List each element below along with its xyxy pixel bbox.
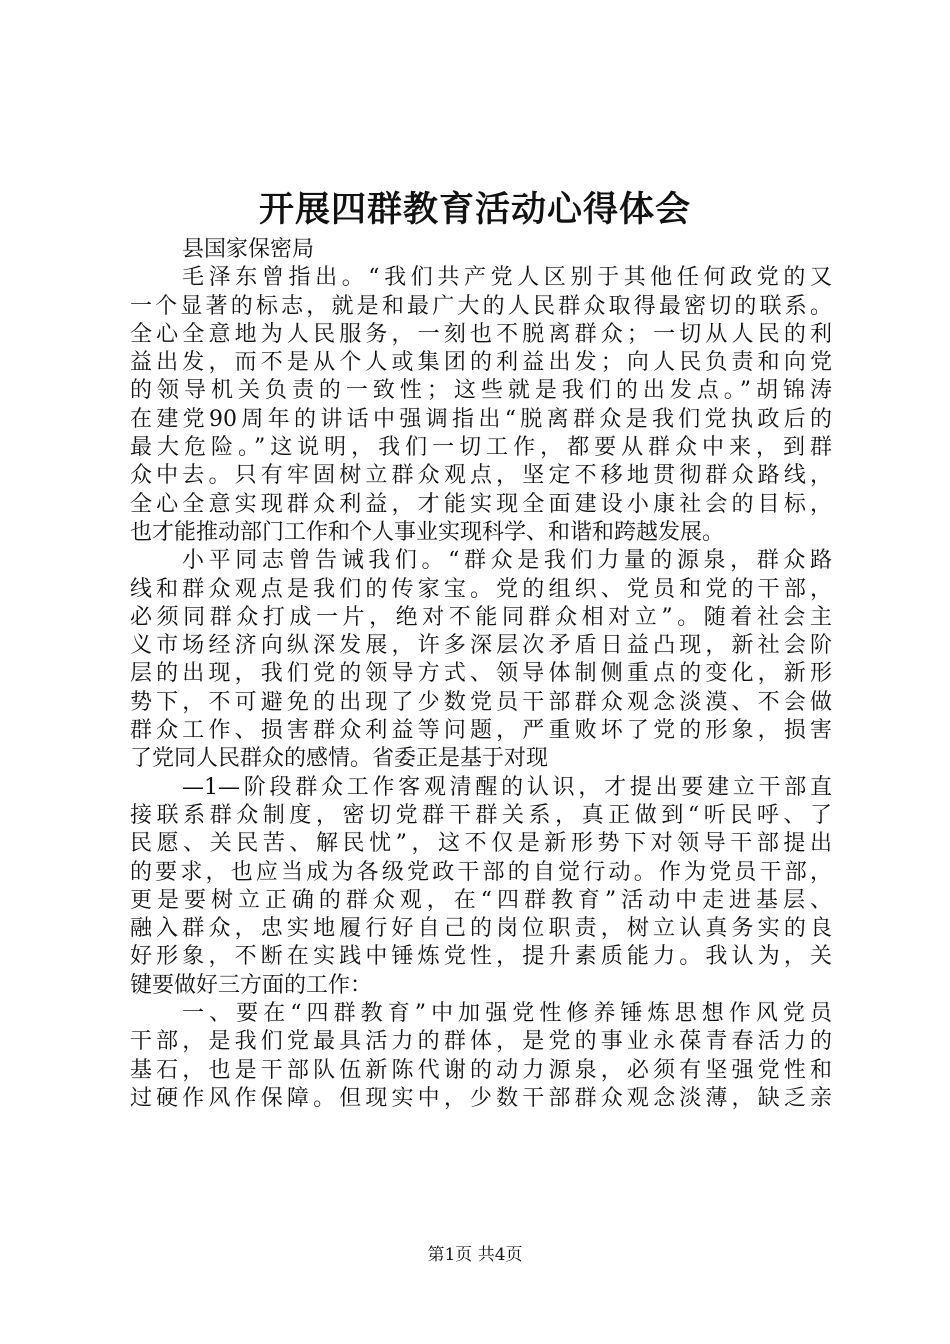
text-line: 毛泽东曾指出。“我们共产党人区别于其他任何政党的又 <box>182 265 832 291</box>
text-line: 过硬作风作保障。但现实中，少数干部群众观念淡薄，缺乏亲 <box>130 1085 832 1111</box>
page-title: 开展四群教育活动心得体会 <box>258 189 691 230</box>
text-line: 层的出现，我们党的领导方式、领导体制侧重点的变化，新形 <box>130 661 832 687</box>
text-line: 键要做好三方面的工作： <box>130 972 373 998</box>
text-line: 全心全意实现群众利益，才能实现全面建设小康社会的目标， <box>130 491 832 517</box>
text-line: 众中去。只有牢固树立群众观点，坚定不移地贯彻群众路线， <box>130 463 832 489</box>
text-line: 益出发，而不是从个人或集团的利益出发；向人民负责和向党 <box>130 350 832 376</box>
text-line: 义市场经济向纵深发展，许多深层次矛盾日益凸现，新社会阶 <box>130 633 832 659</box>
text-line: 小平同志曾告诫我们。“群众是我们力量的源泉，群众路 <box>182 548 832 574</box>
text-line: 更是要树立正确的群众观，在“四群教育”活动中走进基层、 <box>130 887 832 913</box>
text-line: 最大危险。”这说明，我们一切工作，都要从群众中来，到群 <box>130 435 832 461</box>
text-line: 全心全意地为人民服务，一刻也不脱离群众；一切从人民的利 <box>130 321 832 347</box>
text-line: 势下，不可避免的出现了少数党员干部群众观念淡漠、不会做 <box>130 689 832 715</box>
text-line: —1—阶段群众工作客观清醒的认识，才提出要建立干部直 <box>182 774 832 800</box>
document-body <box>130 236 832 1113</box>
text-line: 县国家保密局 <box>182 237 315 262</box>
text-line: 了党同人民群众的感情。省委正是基于对现 <box>130 746 549 772</box>
text-line: 接联系群众制度，密切党群干群关系，真正做到“听民呼、了 <box>130 802 832 828</box>
text-line: 的领导机关负责的一致性；这些就是我们的出发点。”胡锦涛 <box>130 378 832 404</box>
text-line: 基石，也是干部队伍新陈代谢的动力源泉，必须有坚强党性和 <box>130 1057 832 1083</box>
text-line: 的要求，也应当成为各级党政干部的自觉行动。作为党员干部， <box>130 859 832 885</box>
text-line: 民愿、关民苦、解民忧”，这不仅是新形势下对领导干部提出 <box>130 831 832 857</box>
text-line: 必须同群众打成一片，绝对不能同群众相对立”。随着社会主 <box>130 604 832 630</box>
text-line: 也才能推动部门工作和个人事业实现科学、和谐和跨越发展。 <box>130 519 725 545</box>
text-line: 线和群众观点是我们的传家宝。党的组织、党员和党的干部， <box>130 576 832 602</box>
text-line: 干部，是我们党最具活力的群体，是党的事业永葆青春活力的 <box>130 1029 832 1055</box>
text-line: 一、要在“四群教育”中加强党性修养锤炼思想作风党员 <box>182 1001 832 1027</box>
text-line: 一个显著的标志，就是和最广大的人民群众取得最密切的联系。 <box>130 293 832 319</box>
text-line: 群众工作、损害群众利益等问题，严重败坏了党的形象，损害 <box>130 718 832 744</box>
text-line: 融入群众，忠实地履行好自己的岗位职责，树立认真务实的良 <box>130 916 832 942</box>
text-line: 在建党90周年的讲话中强调指出“脱离群众是我们党执政后的 <box>130 406 832 432</box>
text-line: 好形象，不断在实践中锤炼党性，提升素质能力。我认为，关 <box>130 944 832 970</box>
page-footer: 第1页 共4页 <box>427 1245 523 1265</box>
